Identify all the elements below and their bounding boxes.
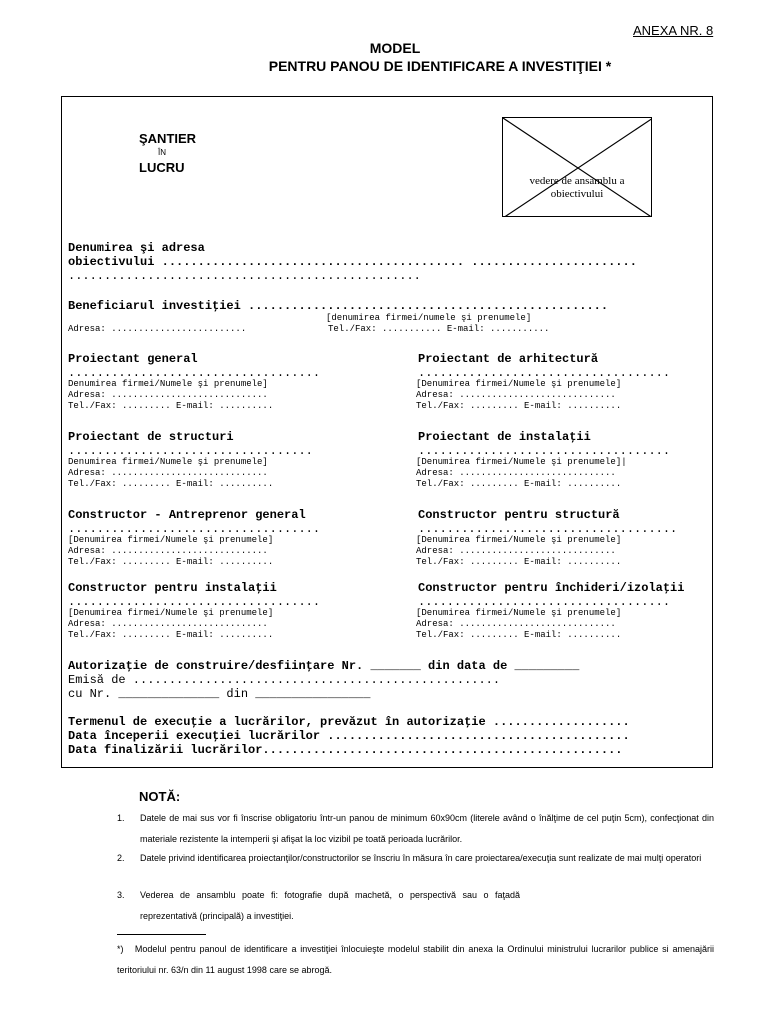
block-address: Adresa: .............................: [68, 468, 268, 478]
block-contact: Tel./Fax: ......... E-mail: ..........: [416, 630, 622, 640]
authorization-number: Autorizaţie de construire/desfiinţare Nr. _______ din data de _________: [68, 659, 580, 673]
block-address: Adresa: .............................: [416, 468, 616, 478]
annex-number: ANEXA NR. 8: [633, 23, 714, 38]
notes-title: NOTĂ:: [139, 789, 181, 804]
block-dots: ...................................: [68, 595, 321, 609]
block-title: Constructor pentru închideri/izolaţii: [418, 581, 685, 595]
placeholder-cross-icon: [503, 118, 652, 217]
block-contact: Tel./Fax: ......... E-mail: ..........: [68, 401, 274, 411]
objective-label: Denumirea şi adresa: [68, 241, 205, 255]
block-contact: Tel./Fax: ......... E-mail: ..........: [68, 630, 274, 640]
block-address: Adresa: .............................: [68, 546, 268, 556]
block-title: Constructor - Antreprenor general: [68, 508, 306, 522]
block-name-hint: [Denumirea firmei/Numele şi prenumele]|: [416, 457, 627, 467]
block-dots: ...................................: [68, 522, 321, 536]
block-contact: Tel./Fax: ......... E-mail: ..........: [416, 401, 622, 411]
note-text: Datele privind identificarea proiectanţilor/constructorilor se înscriu în măsura în care proiectarea/execuţia sunt realizate de mai mulţi operatori: [140, 853, 702, 863]
block-dots: ..................................: [68, 444, 313, 458]
block-dots: ....................................: [418, 522, 678, 536]
block-name-hint: [Denumirea firmei/Numele şi prenumele]: [416, 608, 622, 618]
note-number: 1.: [117, 813, 125, 823]
block-name-hint: Denumirea firmei/Numele şi prenumele]: [68, 457, 268, 467]
execution-term: Termenul de execuţie a lucrărilor, prevăzut în autorizaţie ...................: [68, 715, 630, 729]
block-title: Constructor pentru instalaţii: [68, 581, 277, 595]
beneficiary-address: Adresa: .........................: [68, 324, 247, 334]
note-number: 2.: [117, 853, 125, 863]
block-dots: ...................................: [418, 595, 671, 609]
block-dots: ...................................: [418, 366, 671, 380]
start-date: Data începerii execuţiei lucrărilor ..........................................: [68, 729, 630, 743]
overview-image-caption: vedere de ansamblu a obiectivului: [529, 175, 625, 200]
objective-dots: .................................................: [68, 269, 421, 283]
block-address: Adresa: .............................: [416, 619, 616, 629]
block-name-hint: [Denumirea firmei/Numele şi prenumele]: [416, 535, 622, 545]
authorization-issuer: Emisă de ...................................................: [68, 673, 501, 687]
block-name-hint: [Denumirea firmei/Numele şi prenumele]: [416, 379, 622, 389]
block-title: Proiectant de instalaţii: [418, 430, 591, 444]
footnote-divider: [117, 934, 206, 935]
site-label-line1: ŞANTIER: [139, 131, 197, 146]
document-subtitle: PENTRU PANOU DE IDENTIFICARE A INVESTIŢIEI *: [268, 58, 612, 74]
site-label-line2: ÎN: [158, 148, 166, 157]
note-text: Datele de mai sus vor fi înscrise obligatoriu într-un panou de minimum 60x90cm (literele având o înălţime de cel puţin 5cm), confecţionat din materiale rezistente la intemperii şi afişat la loc vizibil pe toată perioada lucrărilor.: [140, 813, 714, 844]
footnote: [117, 939, 714, 981]
note-number: 3.: [117, 890, 125, 900]
block-address: Adresa: .............................: [416, 546, 616, 556]
overview-image-placeholder: [502, 117, 652, 217]
block-name-hint: Denumirea firmei/Numele şi prenumele]: [68, 379, 268, 389]
note-text: Vederea de ansamblu poate fi: fotografie după machetă, o perspectivă sau o faţadă reprezentativă (principală) a investiţiei.: [140, 890, 520, 921]
footnote-mark: *): [117, 944, 124, 954]
footnote-text: Modelul pentru panoul de identificare a investiţiei înlocuieşte modelul stabilit din anexa la Ordinului ministrului lucrarilor publice si amenajării teritoriului nr. 63/n din 11 august 1998 care se abrogă.: [117, 944, 714, 975]
document-title: MODEL: [369, 40, 421, 56]
block-contact: Tel./Fax: ......... E-mail: ..........: [416, 557, 622, 567]
block-address: Adresa: .............................: [68, 619, 268, 629]
block-title: Proiectant de structuri: [68, 430, 234, 444]
block-address: Adresa: .............................: [416, 390, 616, 400]
block-name-hint: [Denumirea firmei/Numele şi prenumele]: [68, 608, 274, 618]
end-date: Data finalizării lucrărilor..................................................: [68, 743, 623, 757]
block-contact: Tel./Fax: ......... E-mail: ..........: [68, 479, 274, 489]
block-title: Constructor pentru structură: [418, 508, 620, 522]
block-contact: Tel./Fax: ......... E-mail: ..........: [416, 479, 622, 489]
block-address: Adresa: .............................: [68, 390, 268, 400]
block-dots: ...................................: [68, 366, 321, 380]
block-dots: ...................................: [418, 444, 671, 458]
objective-line: obiectivului .......................................... .......................: [68, 255, 637, 269]
beneficiary-label: Beneficiarul investiţiei ..................................................: [68, 299, 609, 313]
block-title: Proiectant de arhitectură: [418, 352, 599, 366]
site-label-line3: LUCRU: [139, 160, 185, 175]
block-name-hint: [Denumirea firmei/Numele şi prenumele]: [68, 535, 274, 545]
block-title: Proiectant general: [68, 352, 198, 366]
authorization-registration: cu Nr. ______________ din ________________: [68, 687, 371, 701]
beneficiary-hint: [denumirea firmei/numele şi prenumele]: [326, 313, 532, 323]
beneficiary-contact: Tel./Fax: ........... E-mail: ...........: [328, 324, 550, 334]
block-contact: Tel./Fax: ......... E-mail: ..........: [68, 557, 274, 567]
